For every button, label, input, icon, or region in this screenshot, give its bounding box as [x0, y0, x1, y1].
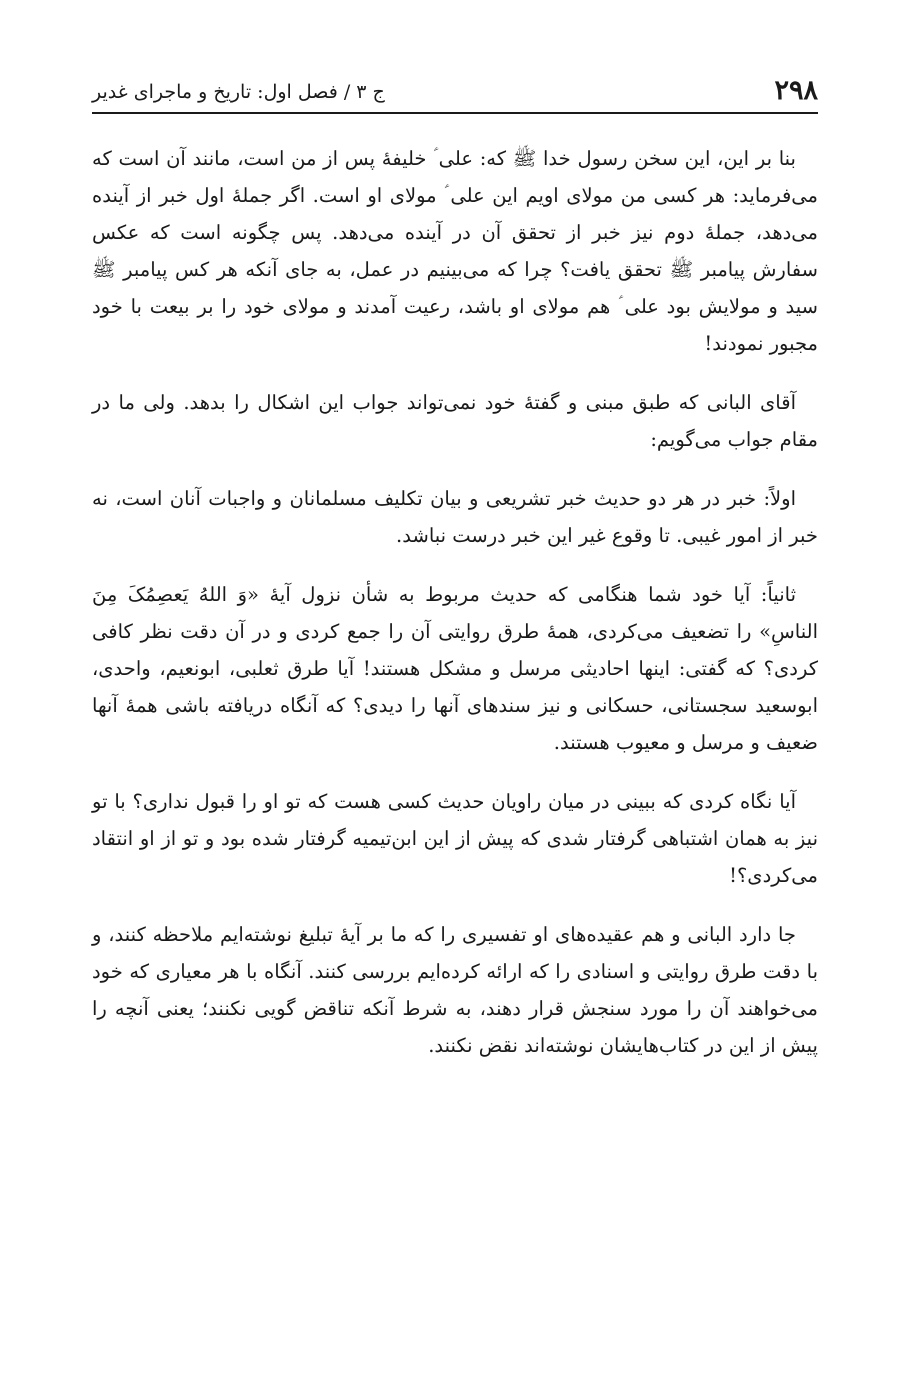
paragraph-5: آیا نگاه کردی که ببینی در میان راویان حدیث کسی هست که تو او را قبول نداری؟ با تو نیز به همان اشتباهی گرفتار شدی که پیش از این ابن‌تیمیه گرفتار شده بود و تو از او انتقاد می‌کردی؟!	[92, 790, 818, 887]
body-text	[92, 140, 818, 1064]
paragraph-2: آقای البانی که طبق مبنی و گفتهٔ خود نمی‌تواند جواب این اشکال را بدهد. ولی ما در مقام جواب می‌گویم:	[92, 391, 818, 451]
book-page	[92, 58, 818, 1086]
paragraph-3: اولاً: خبر در هر دو حدیث خبر تشریعی و بیان تکلیف مسلمانان و واجبات آنان است، نه خبر از امور غیبی. تا وقوع غیر این خبر درست نباشد.	[92, 487, 818, 547]
running-header	[92, 58, 818, 114]
paragraph-6: جا دارد البانی و هم عقیده‌های او تفسیری را که ما بر آیهٔ تبلیغ نوشته‌ایم ملاحظه کنند، و با دقت طرق روایتی و اسنادی را که ارائه کرده‌ایم بررسی کنند. آنگاه با هر معیاری که خود می‌خواهند آن را مورد سنجش قرار دهند، به شرط آنکه تناقض گویی نکنند؛ یعنی آنچه را پیش از این در کتاب‌هایشان نوشته‌اند نقض نکنند.	[92, 923, 818, 1057]
paragraph-1: بنا بر این، این سخن رسول خدا ﷺ که: علی ؑ خلیفهٔ پس از من است، مانند آن است که می‌فرماید: هر کسی من مولای اویم این علی ؑ مولای او است. اگر جملهٔ اول خبر از آینده می‌دهد، جملهٔ دوم نیز خبر از تحقق آن در آینده می‌دهد. پس چگونه است که عکس سفارش پیامبر ﷺ تحقق یافت؟ چرا که می‌بینیم در عمل، به جای آنکه هر کس پیامبر ﷺ سید و مولایش بود علی ؑ هم مولای او باشد، رعیت آمدند و مولای خود را بر بیعت با خود مجبور نمودند!	[92, 147, 818, 355]
paragraph-4: ثانیاً: آیا خود شما هنگامی که حدیث مربوط به شأن نزول آیهٔ «وَ اللهُ یَعصِمُکَ مِنَ الناسِ» را تضعیف می‌کردی، همهٔ طرق روایتی آن را جمع کردی و در آن دقت نظر کافی کردی؟ که گفتی: اینها احادیثی مرسل و مشکل هستند! آیا طرق ثعلبی، ابونعیم، واحدی، ابوسعید سجستانی، حسکانی و نیز سندهای آنها را دیدی؟ که آنگاه دریافته باشی همهٔ آنها ضعیف و مرسل و معیوب هستند.	[92, 583, 818, 754]
page-number: ۲۹۸	[774, 75, 818, 106]
chapter-title: ج ۳ / فصل اول: تاریخ و ماجرای غدیر	[92, 81, 385, 103]
